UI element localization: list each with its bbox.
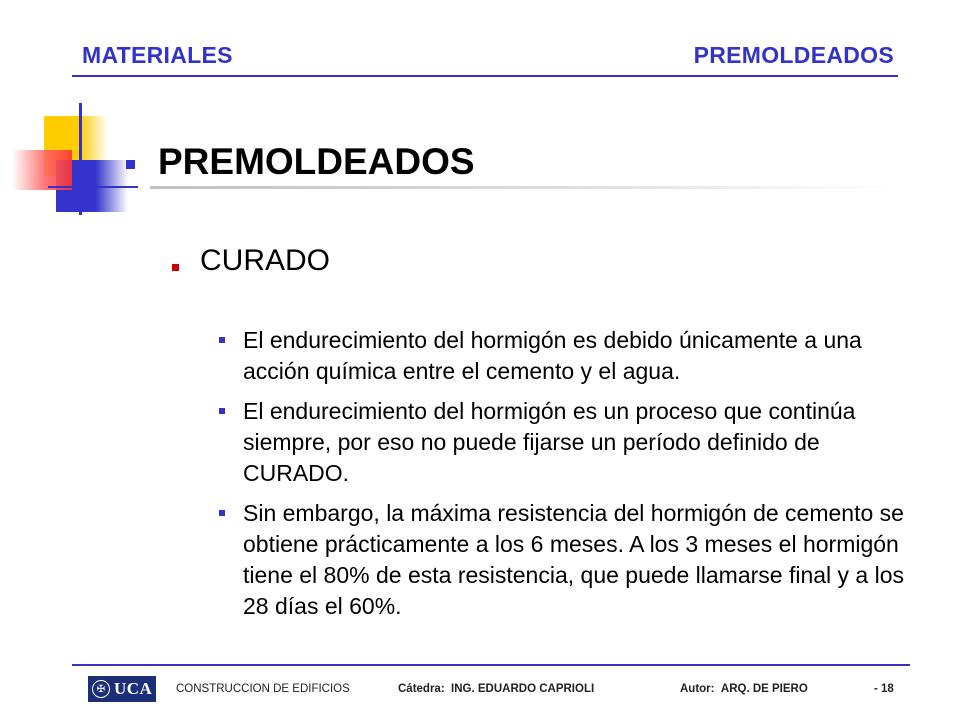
footer-author-label: Autor: [680, 683, 715, 695]
subtitle-bullet-icon [172, 264, 179, 271]
bullet-list [243, 325, 923, 631]
footer-author [680, 683, 808, 695]
bullet-text: El endurecimiento del hormigón es debido únicamente a una acción química entre el cemento y el agua. [243, 327, 862, 384]
bullet-text: Sin embargo, la máxima resistencia del hormigón de cemento se obtiene prácticamente a los 6 meses. A los 3 meses el hormigón tiene el 80% de esta resistencia, que puede llamarse final y a los 28 días el 60%. [243, 500, 905, 619]
decor-vertical-line [79, 103, 82, 215]
footer-divider [72, 664, 910, 666]
subtitle: CURADO [200, 244, 331, 277]
footer-chair [398, 683, 594, 695]
bullet-square-icon [219, 337, 225, 343]
university-seal-icon: ✠ [92, 680, 110, 698]
title-underline [150, 186, 900, 189]
slide-title: PREMOLDEADOS [158, 141, 475, 182]
bullet-square-icon [219, 408, 225, 414]
bullet-item [243, 396, 923, 489]
logo-text: UCA [114, 679, 153, 698]
topic-label: PREMOLDEADOS [693, 42, 894, 68]
uca-logo [88, 676, 156, 702]
bullet-square-icon [219, 510, 225, 516]
decor-horizontal-line [48, 186, 138, 188]
page-number [874, 683, 894, 695]
header-divider [72, 75, 898, 77]
title-bullet-icon [126, 160, 135, 169]
decor-red-square [12, 150, 72, 190]
page-number-text: - 18 [874, 683, 894, 695]
footer-chair-label: Cátedra: [398, 683, 445, 695]
bullet-text: El endurecimiento del hormigón es un proceso que continúa siempre, por eso no puede fijarse un período definido de CURADO. [243, 398, 856, 486]
footer-chair-name: ING. EDUARDO CAPRIOLI [451, 683, 595, 695]
section-label: MATERIALES [82, 42, 233, 68]
footer-author-name: ARQ. DE PIERO [720, 683, 808, 695]
bullet-item [243, 325, 923, 387]
bullet-item [243, 498, 923, 622]
footer-course: CONSTRUCCION DE EDIFICIOS [176, 683, 350, 695]
